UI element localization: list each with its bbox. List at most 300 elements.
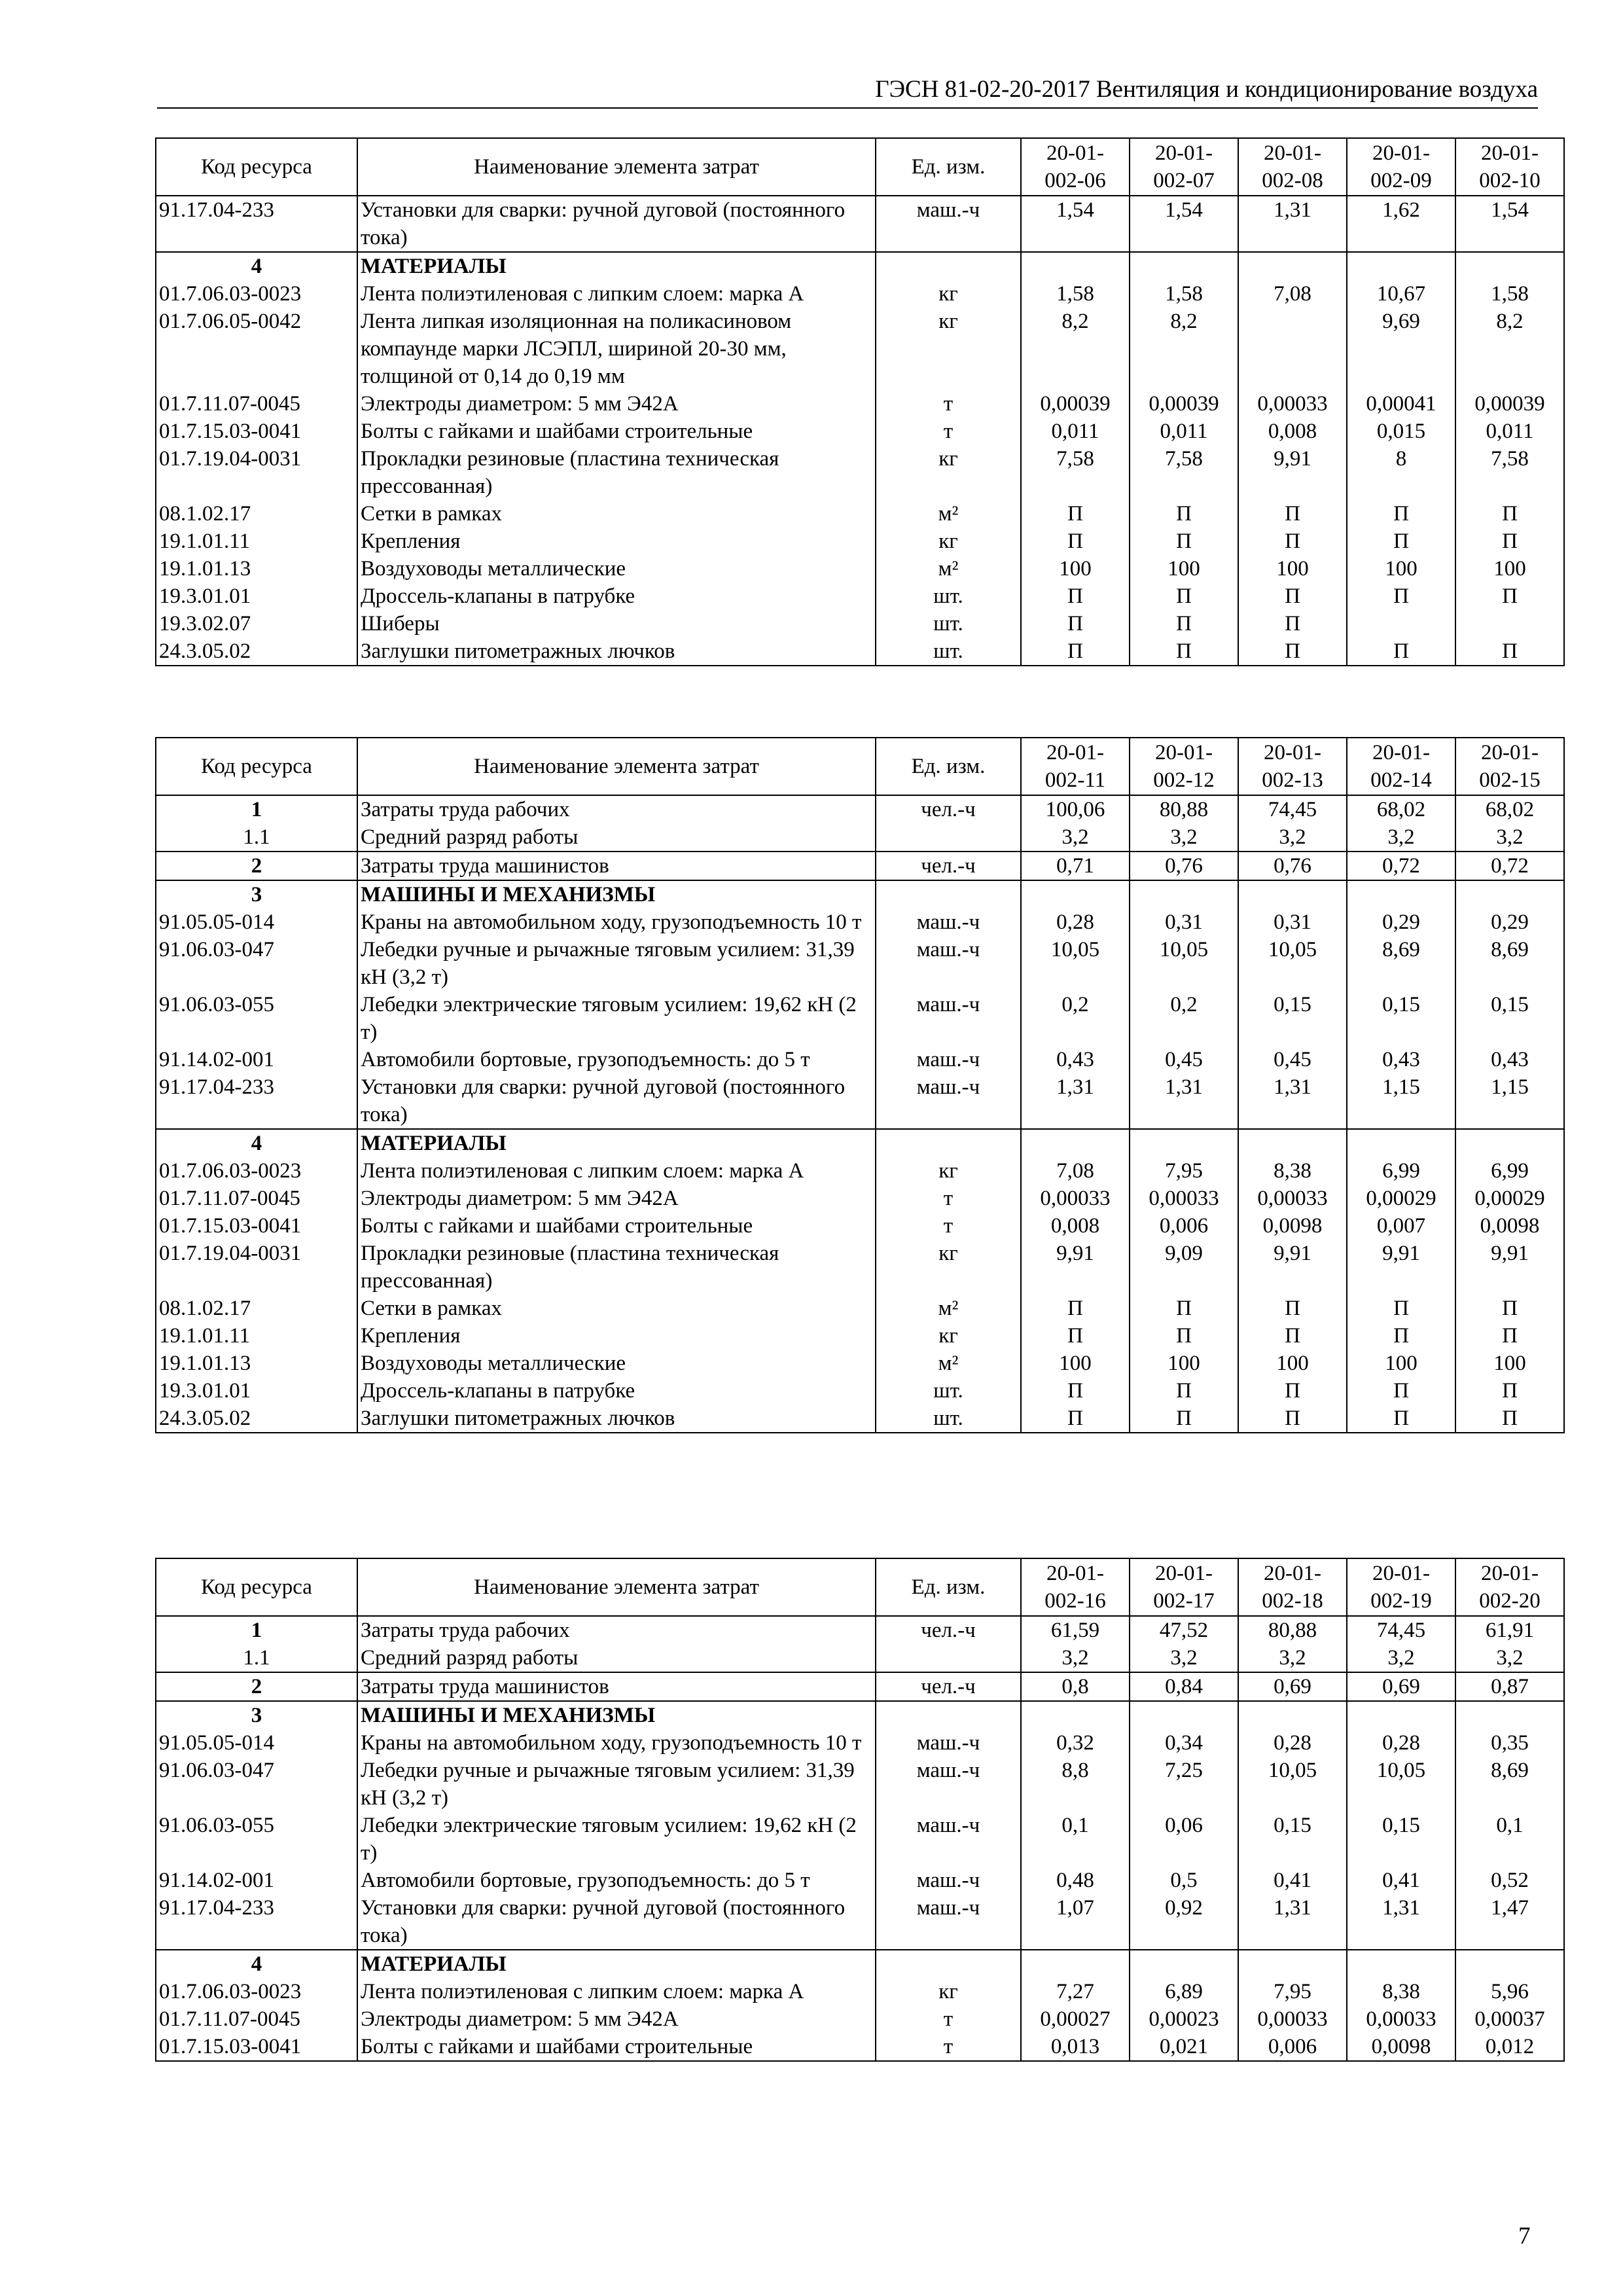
resource-value: 1,58	[1021, 280, 1130, 308]
resource-unit: т	[876, 1185, 1021, 1212]
resource-unit: чел.-ч	[876, 1672, 1021, 1701]
section-row	[156, 252, 1564, 280]
resource-value: П	[1021, 637, 1130, 666]
resource-value: П	[1021, 500, 1130, 528]
resource-code: 08.1.02.17	[156, 500, 357, 528]
resource-unit: т	[876, 1212, 1021, 1240]
resource-value: 3,2	[1130, 1644, 1238, 1672]
resource-value: 100	[1347, 555, 1455, 583]
resource-name: Сетки в рамках	[357, 500, 876, 528]
resource-unit: маш.-ч	[876, 196, 1021, 252]
resource-unit: маш.-ч	[876, 991, 1021, 1046]
resource-table-1	[155, 137, 1565, 666]
resource-value: П	[1130, 583, 1238, 610]
resource-value: 0,021	[1130, 2033, 1238, 2061]
resource-value: 0,31	[1130, 908, 1238, 936]
resource-value: П	[1347, 583, 1455, 610]
resource-value	[1455, 1129, 1564, 1157]
resource-value: 0,00029	[1455, 1185, 1564, 1212]
resource-value: 0,31	[1238, 908, 1347, 936]
resource-value: 3,2	[1238, 823, 1347, 852]
resource-name: Заглушки питометражных лючков	[357, 637, 876, 666]
resource-name: МАТЕРИАЛЫ	[357, 1950, 876, 1978]
resource-name: Лента полиэтиленовая с липким слоем: марка А	[357, 280, 876, 308]
resource-value: 3,2	[1347, 1644, 1455, 1672]
resource-unit: чел.-ч	[876, 795, 1021, 823]
column-header-name: Наименование элемента затрат	[357, 738, 876, 795]
resource-value: 0,00033	[1238, 1185, 1347, 1212]
resource-value: 7,58	[1455, 445, 1564, 500]
resource-value: П	[1130, 1405, 1238, 1433]
table-row	[156, 418, 1564, 445]
resource-code: 01.7.15.03-0041	[156, 418, 357, 445]
resource-value: 8,69	[1347, 936, 1455, 991]
column-header-code: Код ресурса	[156, 138, 357, 196]
resource-value: 0,006	[1238, 2033, 1347, 2061]
table-row	[156, 1350, 1564, 1377]
resource-value: 1,31	[1238, 1073, 1347, 1129]
resource-name: Средний разряд работы	[357, 1644, 876, 1672]
resource-code: 01.7.19.04-0031	[156, 1240, 357, 1295]
table-row	[156, 1812, 1564, 1867]
resource-code: 91.06.03-055	[156, 991, 357, 1046]
resource-code: 01.7.11.07-0045	[156, 1185, 357, 1212]
resource-name: Дроссель-клапаны в патрубке	[357, 1377, 876, 1405]
resource-code: 4	[156, 1129, 357, 1157]
resource-unit: кг	[876, 1157, 1021, 1185]
resource-code: 4	[156, 252, 357, 280]
resource-name: Лебедки электрические тяговым усилием: 19,62 кН (2 т)	[357, 991, 876, 1046]
resource-name: Электроды диаметром: 5 мм Э42А	[357, 390, 876, 418]
resource-value: 0,84	[1130, 1672, 1238, 1701]
resource-code: 2	[156, 1672, 357, 1701]
resource-value: 0,008	[1238, 418, 1347, 445]
resource-name: Болты с гайками и шайбами строительные	[357, 2033, 876, 2061]
resource-name: Шиберы	[357, 610, 876, 637]
resource-value	[1347, 1701, 1455, 1729]
resource-name: Болты с гайками и шайбами строительные	[357, 1212, 876, 1240]
resource-code: 1	[156, 1616, 357, 1644]
resource-name: Лента липкая изоляционная на поликасиновом компаунде марки ЛСЭПЛ, шириной 20-30 мм, толщиной от 0,14 до 0,19 мм	[357, 308, 876, 390]
resource-value: 7,58	[1130, 445, 1238, 500]
resource-name: Автомобили бортовые, грузоподъемность: до 5 т	[357, 1046, 876, 1073]
resource-value: 9,09	[1130, 1240, 1238, 1295]
resource-unit: м²	[876, 1350, 1021, 1377]
table-row	[156, 1405, 1564, 1433]
resource-value: 47,52	[1130, 1616, 1238, 1644]
resource-value: 3,2	[1021, 1644, 1130, 1672]
resource-value: 0,69	[1238, 1672, 1347, 1701]
resource-value: 0,00023	[1130, 2005, 1238, 2033]
resource-value: 1,31	[1347, 1894, 1455, 1950]
resource-value: 10,67	[1347, 280, 1455, 308]
resource-name: МАШИНЫ И МЕХАНИЗМЫ	[357, 880, 876, 908]
resource-value: 0,15	[1455, 991, 1564, 1046]
resource-value: 1,47	[1455, 1894, 1564, 1950]
resource-value	[1130, 1701, 1238, 1729]
resource-value: 68,02	[1455, 795, 1564, 823]
resource-value: 0,1	[1021, 1812, 1130, 1867]
resource-value: 0,48	[1021, 1867, 1130, 1894]
resource-value: 0,43	[1347, 1046, 1455, 1073]
resource-value: 1,31	[1130, 1073, 1238, 1129]
resource-value: 10,05	[1238, 1757, 1347, 1812]
table-header-row	[156, 1558, 1564, 1616]
resource-value: 7,95	[1238, 1978, 1347, 2005]
column-header-norm: 20-01- 002-19	[1347, 1558, 1455, 1616]
resource-table-2	[155, 737, 1565, 1433]
resource-value: 0,41	[1238, 1867, 1347, 1894]
resource-unit: маш.-ч	[876, 908, 1021, 936]
resource-value: П	[1238, 637, 1347, 666]
resource-code: 01.7.11.07-0045	[156, 390, 357, 418]
resource-name: Заглушки питометражных лючков	[357, 1405, 876, 1433]
resource-value: 100	[1130, 555, 1238, 583]
resource-value: 0,35	[1455, 1729, 1564, 1757]
resource-value: 0,00039	[1455, 390, 1564, 418]
resource-code: 91.14.02-001	[156, 1046, 357, 1073]
resource-value: 0,00033	[1238, 2005, 1347, 2033]
table-row	[156, 308, 1564, 390]
resource-table-3	[155, 1558, 1565, 2062]
resource-unit: кг	[876, 528, 1021, 555]
resource-unit: т	[876, 418, 1021, 445]
resource-value: 0,28	[1021, 908, 1130, 936]
resource-value	[1455, 252, 1564, 280]
resource-value: 0,008	[1021, 1212, 1130, 1240]
resource-value: 7,25	[1130, 1757, 1238, 1812]
resource-value	[1130, 880, 1238, 908]
resource-name: Автомобили бортовые, грузоподъемность: до 5 т	[357, 1867, 876, 1894]
resource-value: 3,2	[1238, 1644, 1347, 1672]
resource-value: 8,2	[1455, 308, 1564, 390]
resource-value: 0,15	[1347, 1812, 1455, 1867]
resource-name: Крепления	[357, 1322, 876, 1350]
resource-code: 01.7.19.04-0031	[156, 445, 357, 500]
resource-unit: шт.	[876, 610, 1021, 637]
resource-value: 0,15	[1347, 991, 1455, 1046]
resource-value: 0,0098	[1238, 1212, 1347, 1240]
resource-name: Краны на автомобильном ходу, грузоподъемность 10 т	[357, 1729, 876, 1757]
resource-name: Лента полиэтиленовая с липким слоем: марка А	[357, 1157, 876, 1185]
resource-value: 10,05	[1347, 1757, 1455, 1812]
resource-unit: маш.-ч	[876, 1812, 1021, 1867]
resource-unit	[876, 823, 1021, 852]
resource-value: 9,91	[1347, 1240, 1455, 1295]
resource-value: 0,72	[1347, 852, 1455, 880]
resource-code: 4	[156, 1950, 357, 1978]
resource-value: П	[1455, 637, 1564, 666]
resource-value: 0,2	[1021, 991, 1130, 1046]
table-header-row	[156, 738, 1564, 795]
table-row	[156, 2033, 1564, 2061]
resource-unit: м²	[876, 555, 1021, 583]
resource-value: 1,54	[1130, 196, 1238, 252]
table-row	[156, 1240, 1564, 1295]
resource-value: П	[1021, 583, 1130, 610]
resource-value: 7,08	[1238, 280, 1347, 308]
resource-value: 8,69	[1455, 936, 1564, 991]
resource-value: 68,02	[1347, 795, 1455, 823]
resource-value: П	[1347, 1322, 1455, 1350]
resource-name: Средний разряд работы	[357, 823, 876, 852]
resource-name: МАШИНЫ И МЕХАНИЗМЫ	[357, 1701, 876, 1729]
table-row	[156, 280, 1564, 308]
resource-value: П	[1021, 1295, 1130, 1322]
resource-value: П	[1238, 1295, 1347, 1322]
resource-value: 10,05	[1238, 936, 1347, 991]
column-header-norm: 20-01- 002-14	[1347, 738, 1455, 795]
resource-code: 91.06.03-047	[156, 936, 357, 991]
resource-name: Лебедки ручные и рычажные тяговым усилием: 31,39 кН (3,2 т)	[357, 1757, 876, 1812]
resource-value: 0,0098	[1347, 2033, 1455, 2061]
resource-unit: кг	[876, 1322, 1021, 1350]
resource-value: П	[1347, 1295, 1455, 1322]
resource-value: 0,006	[1130, 1212, 1238, 1240]
section-row	[156, 1701, 1564, 1729]
table-row	[156, 823, 1564, 852]
resource-value: 1,62	[1347, 196, 1455, 252]
resource-name: Болты с гайками и шайбами строительные	[357, 418, 876, 445]
section-row	[156, 1616, 1564, 1644]
resource-code: 1.1	[156, 1644, 357, 1672]
resource-code: 19.1.01.11	[156, 1322, 357, 1350]
resource-unit	[876, 1950, 1021, 1978]
column-header-norm: 20-01- 002-11	[1021, 738, 1130, 795]
resource-value: 10,05	[1021, 936, 1130, 991]
resource-value: 8,8	[1021, 1757, 1130, 1812]
table-row	[156, 1757, 1564, 1812]
resource-value: 0,2	[1130, 991, 1238, 1046]
resource-value	[1455, 1950, 1564, 1978]
resource-code: 24.3.05.02	[156, 1405, 357, 1433]
resource-value	[1238, 1950, 1347, 1978]
resource-code: 19.3.01.01	[156, 1377, 357, 1405]
resource-unit: шт.	[876, 1377, 1021, 1405]
resource-value: П	[1021, 1322, 1130, 1350]
resource-value	[1130, 1129, 1238, 1157]
resource-value: 0,43	[1455, 1046, 1564, 1073]
resource-value	[1347, 1950, 1455, 1978]
column-header-norm: 20-01- 002-06	[1021, 138, 1130, 196]
resource-value: 80,88	[1130, 795, 1238, 823]
resource-value: 0,8	[1021, 1672, 1130, 1701]
resource-value: 100	[1238, 555, 1347, 583]
resource-name: Прокладки резиновые (пластина техническая прессованная)	[357, 445, 876, 500]
table-row	[156, 1729, 1564, 1757]
resource-value: 3,2	[1347, 823, 1455, 852]
resource-value: 0,28	[1238, 1729, 1347, 1757]
resource-name: Затраты труда рабочих	[357, 1616, 876, 1644]
resource-unit: маш.-ч	[876, 1729, 1021, 1757]
column-header-norm: 20-01- 002-09	[1347, 138, 1455, 196]
column-header-unit: Ед. изм.	[876, 738, 1021, 795]
resource-name: Затраты труда машинистов	[357, 1672, 876, 1701]
resource-code: 1	[156, 795, 357, 823]
table-row	[156, 1644, 1564, 1672]
resource-code: 08.1.02.17	[156, 1295, 357, 1322]
resource-value: 0,34	[1130, 1729, 1238, 1757]
resource-name: Лебедки ручные и рычажные тяговым усилием: 31,39 кН (3,2 т)	[357, 936, 876, 991]
resource-value	[1238, 880, 1347, 908]
resource-code: 3	[156, 1701, 357, 1729]
resource-code: 01.7.15.03-0041	[156, 1212, 357, 1240]
resource-value: П	[1238, 528, 1347, 555]
resource-code: 91.06.03-047	[156, 1757, 357, 1812]
resource-value: 74,45	[1347, 1616, 1455, 1644]
resource-name: МАТЕРИАЛЫ	[357, 1129, 876, 1157]
section-row	[156, 880, 1564, 908]
resource-unit	[876, 252, 1021, 280]
resource-value: 0,43	[1021, 1046, 1130, 1073]
resource-value	[1238, 1129, 1347, 1157]
resource-value: 9,91	[1238, 1240, 1347, 1295]
resource-value	[1238, 1701, 1347, 1729]
resource-value: П	[1130, 528, 1238, 555]
resource-value: П	[1347, 1377, 1455, 1405]
resource-name: Краны на автомобильном ходу, грузоподъемность 10 т	[357, 908, 876, 936]
table-row	[156, 637, 1564, 666]
resource-code: 01.7.15.03-0041	[156, 2033, 357, 2061]
document-header: ГЭСН 81-02-20-2017 Вентиляция и кондиционирование воздуха	[157, 73, 1538, 109]
resource-unit: маш.-ч	[876, 936, 1021, 991]
resource-value: П	[1455, 528, 1564, 555]
resource-value: П	[1347, 1405, 1455, 1433]
resource-code: 91.05.05-014	[156, 1729, 357, 1757]
resource-value: 9,69	[1347, 308, 1455, 390]
resource-value: 0,69	[1347, 1672, 1455, 1701]
resource-code: 91.05.05-014	[156, 908, 357, 936]
table-row	[156, 583, 1564, 610]
resource-value: 1,58	[1130, 280, 1238, 308]
resource-unit: м²	[876, 1295, 1021, 1322]
column-header-unit: Ед. изм.	[876, 138, 1021, 196]
resource-value: П	[1347, 528, 1455, 555]
resource-value: 100,06	[1021, 795, 1130, 823]
column-header-code: Код ресурса	[156, 738, 357, 795]
resource-value	[1130, 1950, 1238, 1978]
resource-value: 61,91	[1455, 1616, 1564, 1644]
resource-value: 0,41	[1347, 1867, 1455, 1894]
resource-value: 0,00029	[1347, 1185, 1455, 1212]
resource-unit: кг	[876, 280, 1021, 308]
resource-value: 5,96	[1455, 1978, 1564, 2005]
resource-value: П	[1347, 637, 1455, 666]
resource-value: 0,15	[1238, 1812, 1347, 1867]
table-row	[156, 908, 1564, 936]
section-row	[156, 852, 1564, 880]
resource-value: 9,91	[1021, 1240, 1130, 1295]
resource-name: Лебедки электрические тяговым усилием: 19,62 кН (2 т)	[357, 1812, 876, 1867]
resource-unit: шт.	[876, 1405, 1021, 1433]
resource-value: 0,87	[1455, 1672, 1564, 1701]
resource-value: 80,88	[1238, 1616, 1347, 1644]
resource-value: П	[1021, 528, 1130, 555]
resource-value	[1455, 1701, 1564, 1729]
resource-name: Электроды диаметром: 5 мм Э42А	[357, 2005, 876, 2033]
resource-value: 1,15	[1347, 1073, 1455, 1129]
resource-unit: маш.-ч	[876, 1073, 1021, 1129]
resource-name: МАТЕРИАЛЫ	[357, 252, 876, 280]
resource-value	[1347, 880, 1455, 908]
resource-value: П	[1238, 1377, 1347, 1405]
resource-name: Лента полиэтиленовая с липким слоем: марка А	[357, 1978, 876, 2005]
section-row	[156, 795, 1564, 823]
resource-code: 01.7.06.03-0023	[156, 1157, 357, 1185]
resource-name: Установки для сварки: ручной дуговой (постоянного тока)	[357, 196, 876, 252]
resource-value: 0,32	[1021, 1729, 1130, 1757]
table-row	[156, 1185, 1564, 1212]
resource-value: П	[1455, 1295, 1564, 1322]
resource-value: П	[1455, 1322, 1564, 1350]
resource-value	[1021, 252, 1130, 280]
column-header-norm: 20-01- 002-08	[1238, 138, 1347, 196]
resource-value: 74,45	[1238, 795, 1347, 823]
table-row	[156, 196, 1564, 252]
resource-value: 10,05	[1130, 936, 1238, 991]
resource-code: 19.1.01.13	[156, 555, 357, 583]
table-row	[156, 991, 1564, 1046]
resource-value	[1021, 1701, 1130, 1729]
resource-name: Дроссель-клапаны в патрубке	[357, 583, 876, 610]
table-row	[156, 610, 1564, 637]
resource-value	[1021, 1129, 1130, 1157]
resource-value: П	[1130, 610, 1238, 637]
resource-value: 1,31	[1238, 196, 1347, 252]
table-row	[156, 1295, 1564, 1322]
resource-code: 19.3.01.01	[156, 583, 357, 610]
resource-name: Установки для сварки: ручной дуговой (постоянного тока)	[357, 1073, 876, 1129]
column-header-code: Код ресурса	[156, 1558, 357, 1616]
resource-unit	[876, 1644, 1021, 1672]
resource-value: П	[1130, 1322, 1238, 1350]
resource-value: 0,45	[1238, 1046, 1347, 1073]
resource-value: 100	[1021, 1350, 1130, 1377]
resource-value: 1,31	[1238, 1894, 1347, 1950]
section-row	[156, 1950, 1564, 1978]
resource-value: 8,2	[1130, 308, 1238, 390]
resource-value: 0,29	[1455, 908, 1564, 936]
table-row	[156, 500, 1564, 528]
resource-value: 0,00039	[1021, 390, 1130, 418]
resource-value: П	[1347, 500, 1455, 528]
resource-value	[1455, 610, 1564, 637]
column-header-norm: 20-01- 002-12	[1130, 738, 1238, 795]
resource-unit: кг	[876, 1978, 1021, 2005]
resource-value	[1021, 1950, 1130, 1978]
table-row	[156, 936, 1564, 991]
column-header-norm: 20-01- 002-07	[1130, 138, 1238, 196]
resource-name: Сетки в рамках	[357, 1295, 876, 1322]
resource-unit: т	[876, 390, 1021, 418]
resource-value: 100	[1238, 1350, 1347, 1377]
resource-unit: маш.-ч	[876, 1046, 1021, 1073]
resource-value: П	[1238, 610, 1347, 637]
resource-value	[1347, 252, 1455, 280]
resource-value	[1130, 252, 1238, 280]
resource-value: 0,013	[1021, 2033, 1130, 2061]
resource-value: П	[1021, 1377, 1130, 1405]
resource-unit: т	[876, 2033, 1021, 2061]
resource-value: 100	[1347, 1350, 1455, 1377]
resource-value: 8,2	[1021, 308, 1130, 390]
resource-name: Установки для сварки: ручной дуговой (постоянного тока)	[357, 1894, 876, 1950]
resource-name: Прокладки резиновые (пластина техническая прессованная)	[357, 1240, 876, 1295]
resource-value: 6,89	[1130, 1978, 1238, 2005]
resource-value: 0,15	[1238, 991, 1347, 1046]
resource-value: 0,45	[1130, 1046, 1238, 1073]
resource-value	[1238, 252, 1347, 280]
